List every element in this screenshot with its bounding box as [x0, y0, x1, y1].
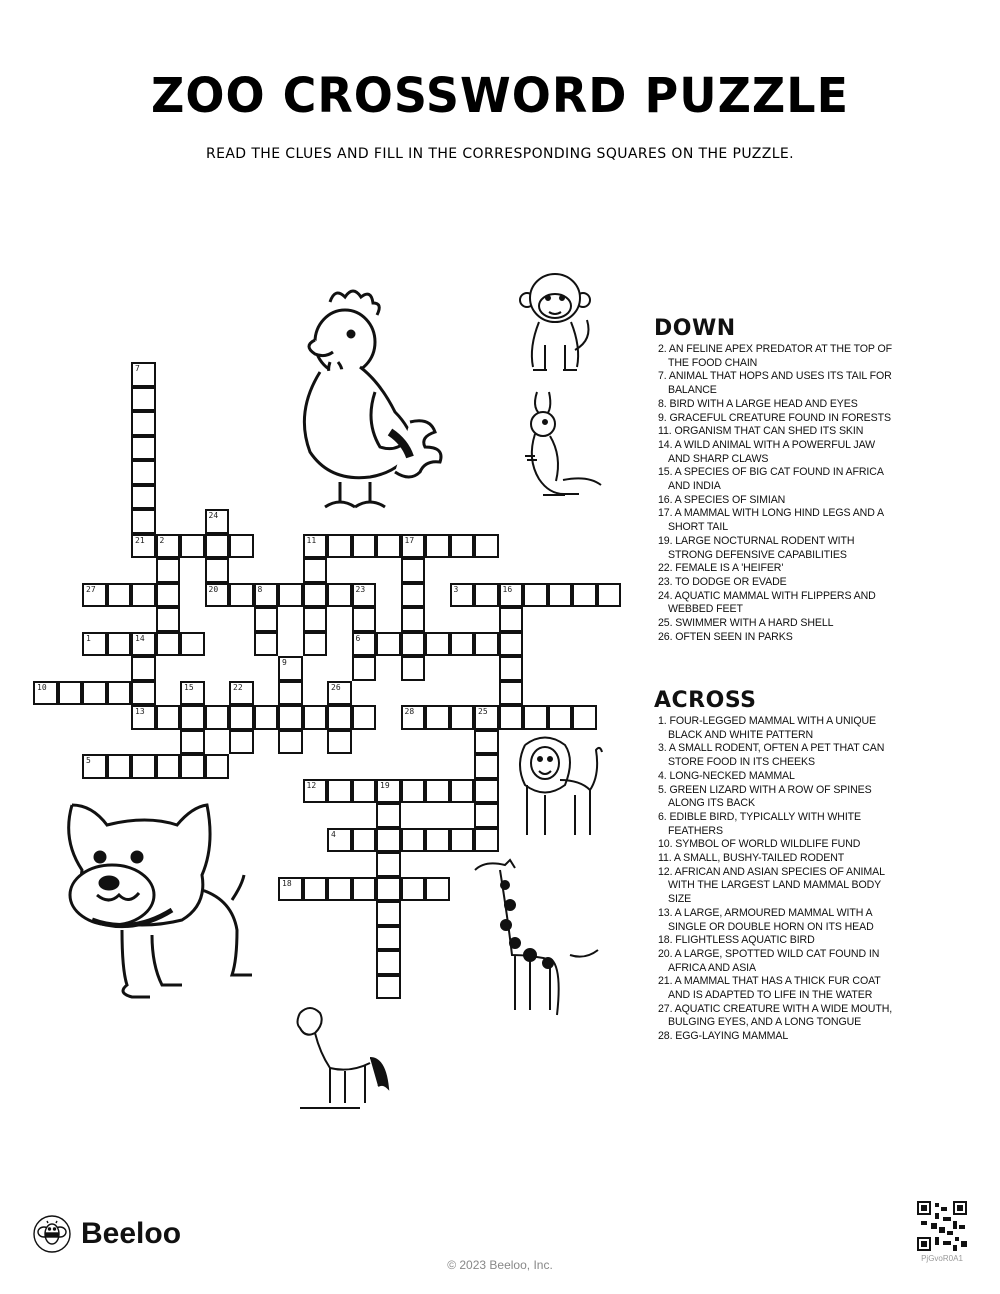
crossword-cell[interactable]: [33, 681, 58, 706]
crossword-cell[interactable]: [278, 583, 303, 608]
crossword-cell[interactable]: [327, 730, 352, 755]
giraffe-illustration: [470, 855, 610, 1020]
down-heading: DOWN: [654, 316, 736, 341]
crossword-cell[interactable]: [499, 705, 524, 730]
crossword-cell[interactable]: [278, 681, 303, 706]
crossword-cell[interactable]: [425, 779, 450, 804]
beeloo-logo: [33, 1215, 181, 1253]
kangaroo-illustration: [515, 390, 605, 505]
clue-number: 18: [282, 878, 292, 888]
crossword-cell[interactable]: [376, 852, 401, 877]
crossword-cell[interactable]: [156, 754, 181, 779]
clue-number: 1: [86, 633, 91, 643]
crossword-cell[interactable]: [499, 607, 524, 632]
crossword-cell[interactable]: [131, 681, 156, 706]
crossword-cell[interactable]: [278, 705, 303, 730]
crossword-cell[interactable]: [327, 828, 352, 853]
crossword-cell[interactable]: [352, 779, 377, 804]
clue-number: 2: [159, 535, 165, 545]
crossword-cell[interactable]: [474, 632, 499, 657]
across-clues: [654, 688, 894, 1044]
crossword-cell[interactable]: [303, 779, 328, 804]
clue-number: 16: [502, 584, 513, 594]
monkey-illustration: [515, 270, 595, 380]
crossword-cell[interactable]: [499, 656, 524, 681]
crossword-cell[interactable]: [82, 681, 107, 706]
crossword-cell[interactable]: [303, 877, 328, 902]
crossword-cell[interactable]: [499, 583, 524, 608]
crossword-cell[interactable]: [131, 583, 156, 608]
crossword-cell[interactable]: [131, 632, 156, 657]
clue-number: 22: [233, 682, 243, 692]
crossword-cell[interactable]: [474, 534, 499, 559]
down-clue: 24. AQUATIC MAMMAL WITH FLIPPERS AND WEBBED FEET: [658, 589, 876, 616]
crossword-cell[interactable]: [156, 534, 181, 559]
crossword-cell[interactable]: [278, 877, 303, 902]
crossword-cell[interactable]: [131, 705, 156, 730]
across-clue: 20. A LARGE, SPOTTED WILD CAT FOUND IN AFRICA AND ASIA: [658, 947, 880, 974]
dog-illustration: [52, 795, 252, 1010]
crossword-cell[interactable]: [254, 607, 279, 632]
clue-number: 28: [404, 707, 415, 716]
crossword-cell[interactable]: [499, 681, 524, 706]
page-title: ZOO CROSSWORD PUZZLE: [150, 66, 850, 124]
down-clue: 15. A SPECIES OF BIG CAT FOUND IN AFRICA AND INDIA: [658, 466, 884, 493]
crossword-cell[interactable]: [107, 632, 132, 657]
crossword-cell[interactable]: [303, 632, 328, 657]
crossword-cell[interactable]: [327, 779, 352, 804]
crossword-cell[interactable]: [352, 705, 377, 730]
clue-number: 20: [208, 584, 219, 594]
crossword-cell[interactable]: [205, 509, 230, 534]
crossword-cell[interactable]: [303, 558, 328, 583]
crossword-cell[interactable]: [131, 754, 156, 779]
crossword-cell[interactable]: [327, 705, 352, 730]
across-clue: 28. EGG-LAYING MAMMAL: [658, 1030, 789, 1043]
qr-code-icon: [917, 1201, 967, 1251]
crossword-cell[interactable]: [401, 534, 426, 559]
brand-name: Beeloo: [81, 1217, 182, 1250]
crossword-cell[interactable]: [205, 558, 230, 583]
across-clue: 21. A MAMMAL THAT HAS A THICK FUR COAT AND IS ADAPTED TO LIFE IN THE WATER: [658, 975, 881, 1002]
clue-number: 11: [306, 535, 317, 545]
clue-number: 4: [331, 829, 336, 839]
crossword-cell[interactable]: [450, 828, 475, 853]
crossword-cell[interactable]: [131, 485, 156, 510]
crossword-cell[interactable]: [254, 632, 279, 657]
crossword-cell[interactable]: [131, 387, 156, 412]
crossword-cell[interactable]: [450, 779, 475, 804]
crossword-cell[interactable]: [131, 362, 156, 387]
crossword-cell[interactable]: [597, 583, 622, 608]
crossword-cell[interactable]: [205, 534, 230, 559]
crossword-cell[interactable]: [107, 583, 132, 608]
crossword-cell[interactable]: [229, 534, 254, 559]
across-clue: 1. FOUR-LEGGED MAMMAL WITH A UNIQUE BLACK AND WHITE PATTERN: [658, 715, 877, 741]
crossword-cell[interactable]: [327, 681, 352, 706]
crossword-cell[interactable]: [229, 730, 254, 755]
down-clue: 14. A WILD ANIMAL WITH A POWERFUL JAW AND SHARP CLAWS: [658, 438, 876, 465]
crossword-cell[interactable]: [474, 754, 499, 779]
crossword-cell[interactable]: [131, 534, 156, 559]
down-clue: 26. OFTEN SEEN IN PARKS: [658, 630, 793, 643]
crossword-cell[interactable]: [572, 583, 597, 608]
lion-illustration: [515, 735, 610, 845]
crossword-cell[interactable]: [376, 877, 401, 902]
crossword-cell[interactable]: [254, 705, 279, 730]
crossword-cell[interactable]: [425, 534, 450, 559]
crossword-cell[interactable]: [156, 558, 181, 583]
down-clue: 19. LARGE NOCTURNAL RODENT WITH STRONG DEFENSIVE CAPABILITIES: [658, 534, 855, 561]
crossword-cell[interactable]: [376, 901, 401, 926]
crossword-cell[interactable]: [474, 779, 499, 804]
crossword-cell[interactable]: [425, 828, 450, 853]
crossword-cell[interactable]: [205, 705, 230, 730]
across-clue: 27. AQUATIC CREATURE WITH A WIDE MOUTH, BULGING EYES, AND A LONG TONGUE: [658, 1002, 893, 1029]
crossword-cell[interactable]: [82, 583, 107, 608]
clue-number: 9: [282, 658, 287, 667]
crossword-cell[interactable]: [82, 632, 107, 657]
crossword-cell[interactable]: [425, 705, 450, 730]
instructions: READ THE CLUES AND FILL IN THE CORRESPONDING SQUARES ON THE PUZZLE.: [205, 146, 795, 162]
crossword-cell[interactable]: [425, 877, 450, 902]
crossword-cell[interactable]: [131, 436, 156, 461]
crossword-cell[interactable]: [401, 877, 426, 902]
crossword-cell[interactable]: [229, 681, 254, 706]
crossword-cell[interactable]: [254, 583, 279, 608]
clue-number: 17: [404, 535, 415, 545]
across-clue: 18. FLIGHTLESS AQUATIC BIRD: [658, 934, 815, 947]
clue-number: 10: [37, 682, 47, 692]
crossword-cell[interactable]: [156, 705, 181, 730]
crossword-cell[interactable]: [523, 705, 548, 730]
clue-number: 8: [257, 584, 263, 594]
crossword-cell[interactable]: [180, 681, 205, 706]
down-clue: 8. BIRD WITH A LARGE HEAD AND EYES: [658, 397, 858, 410]
crossword-cell[interactable]: [180, 754, 205, 779]
down-clue: 23. TO DODGE OR EVADE: [658, 575, 787, 588]
crossword-cell[interactable]: [303, 534, 328, 559]
across-clue: 5. GREEN LIZARD WITH A ROW OF SPINES ALONG ITS BACK: [658, 783, 872, 810]
crossword-cell[interactable]: [474, 583, 499, 608]
crossword-cell[interactable]: [327, 583, 352, 608]
crossword-cell[interactable]: [58, 681, 83, 706]
down-clue: 9. GRACEFUL CREATURE FOUND IN FORESTS: [658, 411, 891, 424]
crossword-cell[interactable]: [131, 411, 156, 436]
crossword-cell[interactable]: [278, 730, 303, 755]
crossword-cell[interactable]: [229, 583, 254, 608]
crossword-cell[interactable]: [303, 607, 328, 632]
down-clue: 25. SWIMMER WITH A HARD SHELL: [658, 617, 834, 630]
down-clue: 11. ORGANISM THAT CAN SHED ITS SKIN: [658, 425, 864, 438]
clue-number: 14: [135, 633, 145, 643]
copyright: © 2023 Beeloo, Inc.: [447, 1258, 553, 1272]
crossword-cell[interactable]: [352, 607, 377, 632]
across-clue: 13. A LARGE, ARMOURED MAMMAL WITH A SINGLE OR DOUBLE HORN ON ITS HEAD: [658, 906, 874, 933]
clue-number: 12: [306, 780, 317, 790]
crossword-cell[interactable]: [376, 803, 401, 828]
crossword-cell[interactable]: [352, 877, 377, 902]
crossword-cell[interactable]: [548, 583, 573, 608]
crossword-cell[interactable]: [450, 583, 475, 608]
crossword-cell[interactable]: [376, 534, 401, 559]
across-clue: 10. SYMBOL OF WORLD WILDLIFE FUND: [658, 838, 861, 851]
crossword-cell[interactable]: [327, 877, 352, 902]
crossword-cell[interactable]: [131, 460, 156, 485]
crossword-cell[interactable]: [156, 632, 181, 657]
crossword-cell[interactable]: [376, 632, 401, 657]
puzzle-code: PjGvoR0A1: [921, 1254, 963, 1263]
crossword-cell[interactable]: [131, 656, 156, 681]
across-clue: 6. EDIBLE BIRD, TYPICALLY WITH WHITE FEATHERS: [658, 810, 862, 837]
clue-number: 26: [331, 682, 341, 692]
crossword-cell[interactable]: [180, 730, 205, 755]
crossword-cell[interactable]: [180, 534, 205, 559]
crossword-cell[interactable]: [107, 681, 132, 706]
across-heading: ACROSS: [654, 688, 757, 713]
clue-number: 24: [208, 511, 219, 520]
crossword-cell[interactable]: [352, 583, 377, 608]
across-clue: 3. A SMALL RODENT, OFTEN A PET THAT CAN STORE FOOD IN ITS CHEEKS: [658, 742, 885, 769]
crossword-cell[interactable]: [82, 754, 107, 779]
clue-number: 5: [86, 756, 91, 765]
crossword-cell[interactable]: [352, 534, 377, 559]
crossword-cell[interactable]: [229, 705, 254, 730]
crossword-cell[interactable]: [352, 828, 377, 853]
clue-number: 23: [355, 584, 366, 594]
clue-number: 15: [184, 682, 194, 692]
down-clue: 22. FEMALE IS A 'HEIFER': [658, 562, 784, 575]
crossword-cell[interactable]: [376, 975, 401, 1000]
across-clue: 4. LONG-NECKED MAMMAL: [658, 769, 795, 782]
crossword-cell[interactable]: [205, 583, 230, 608]
crossword-cell[interactable]: [425, 632, 450, 657]
crossword-cell[interactable]: [572, 705, 597, 730]
clue-number: 25: [478, 707, 488, 716]
clue-number: 13: [135, 707, 145, 716]
crossword-cell[interactable]: [474, 730, 499, 755]
down-clue: 16. A SPECIES OF SIMIAN: [658, 493, 786, 506]
clue-number: 3: [453, 584, 459, 594]
crossword-cell[interactable]: [474, 828, 499, 853]
crossword-cell[interactable]: [376, 926, 401, 951]
clue-number: 21: [135, 535, 145, 545]
crossword-cell[interactable]: [327, 534, 352, 559]
crossword-cell[interactable]: [156, 607, 181, 632]
down-clue: 2. AN FELINE APEX PREDATOR AT THE TOP OF THE FOOD CHAIN: [658, 343, 893, 369]
clue-number: 7: [135, 364, 140, 373]
crossword-cell[interactable]: [474, 705, 499, 730]
crossword-cell[interactable]: [278, 656, 303, 681]
crossword-cell[interactable]: [450, 534, 475, 559]
crossword-cell[interactable]: [450, 705, 475, 730]
crossword-cell[interactable]: [107, 754, 132, 779]
crossword-cell[interactable]: [401, 656, 426, 681]
crossword-cell[interactable]: [131, 509, 156, 534]
crossword-cell[interactable]: [401, 558, 426, 583]
crossword-cell[interactable]: [303, 705, 328, 730]
crossword-cell[interactable]: [156, 583, 181, 608]
clue-number: 6: [355, 633, 361, 643]
crossword-cell[interactable]: [352, 656, 377, 681]
across-clue: 11. A SMALL, BUSHY-TAILED RODENT: [658, 852, 845, 865]
horse-illustration: [290, 1003, 390, 1113]
crossword-cell[interactable]: [523, 583, 548, 608]
crossword-cell[interactable]: [205, 754, 230, 779]
crossword-cell[interactable]: [352, 632, 377, 657]
crossword-cell[interactable]: [376, 828, 401, 853]
across-clue: 12. AFRICAN AND ASIAN SPECIES OF ANIMAL WITH THE LARGEST LAND MAMMAL BODY SIZE: [658, 865, 885, 906]
clue-number: 27: [86, 584, 96, 594]
crossword-cell[interactable]: [401, 828, 426, 853]
crossword-cell[interactable]: [401, 779, 426, 804]
crossword-cell[interactable]: [474, 803, 499, 828]
crossword-cell[interactable]: [376, 950, 401, 975]
crossword-cell[interactable]: [401, 632, 426, 657]
crossword-cell[interactable]: [376, 779, 401, 804]
crossword-cell[interactable]: [401, 583, 426, 608]
crossword-cell[interactable]: [180, 632, 205, 657]
crossword-cell[interactable]: [303, 583, 328, 608]
crossword-cell[interactable]: [548, 705, 573, 730]
down-clue: 7. ANIMAL THAT HOPS AND USES ITS TAIL FOR BALANCE: [658, 370, 892, 397]
bee-icon: [33, 1215, 71, 1253]
crossword-cell[interactable]: [499, 632, 524, 657]
down-clues: [654, 316, 894, 644]
crossword-cell[interactable]: [450, 632, 475, 657]
crossword-cell[interactable]: [401, 607, 426, 632]
crossword-cell[interactable]: [401, 705, 426, 730]
down-clue: 17. A MAMMAL WITH LONG HIND LEGS AND A SHORT TAIL: [658, 507, 884, 534]
crossword-cell[interactable]: [180, 705, 205, 730]
clue-number: 19: [380, 780, 390, 790]
rooster-illustration: [285, 282, 445, 522]
